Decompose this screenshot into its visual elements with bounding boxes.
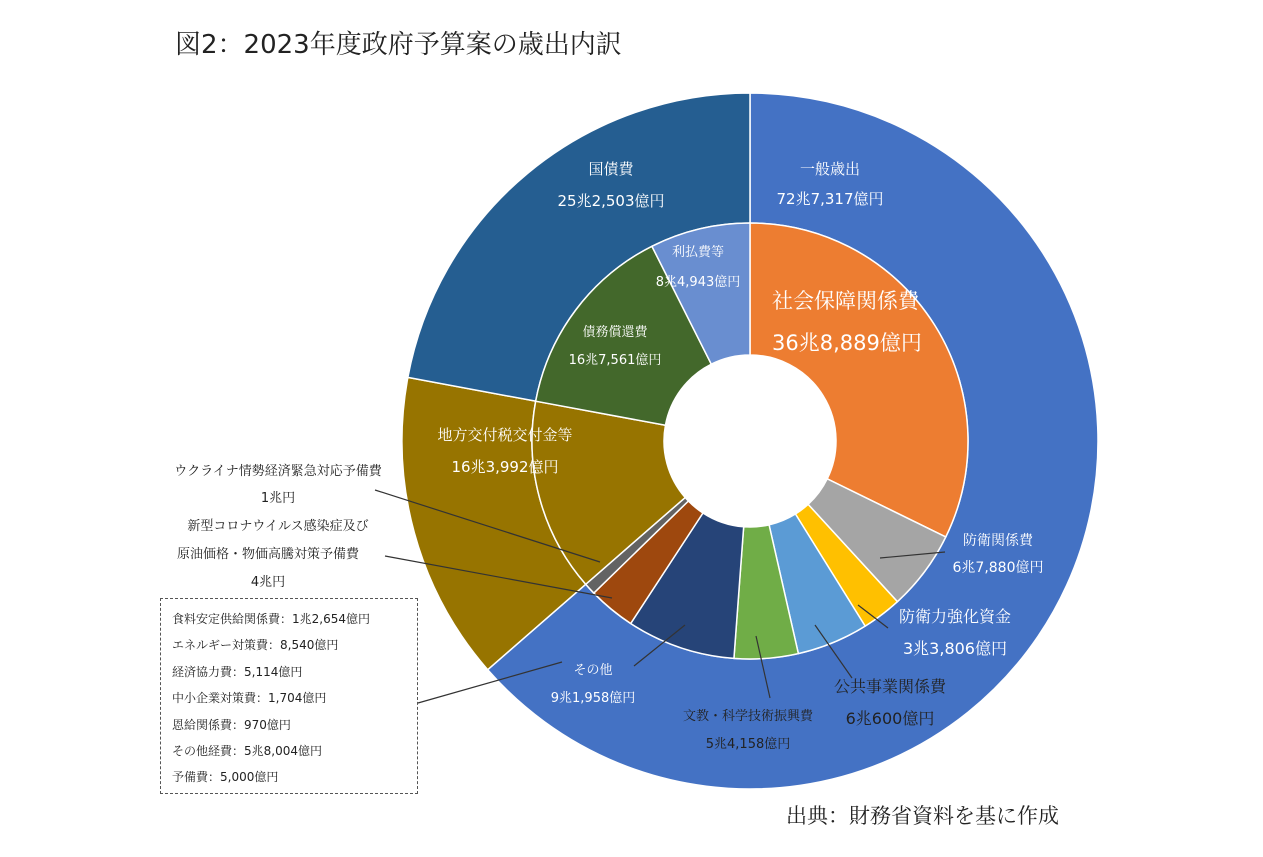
other-breakdown-box <box>160 598 418 794</box>
value-local-allocation: 16兆3,992億円 <box>451 458 559 476</box>
value-defense-fund: 3兆3,806億円 <box>903 639 1007 658</box>
label-interest: 利払費等 <box>671 245 725 260</box>
breakdown-item: 経済協力費：5,114億円 <box>172 664 303 679</box>
breakdown-item: 恩給関係費：970億円 <box>172 717 291 732</box>
breakdown-item: 予備費：5,000億円 <box>172 770 279 785</box>
breakdown-item: その他経費：5兆8,004億円 <box>172 744 322 759</box>
breakdown-item: エネルギー対策費：8,540億円 <box>172 638 339 653</box>
value-interest: 8兆4,943億円 <box>655 275 741 290</box>
value-public-works: 6兆600億円 <box>845 709 935 728</box>
value-debt-redemption: 16兆7,561億円 <box>568 353 662 368</box>
label-national-debt: 国債費 <box>588 160 634 178</box>
value-social-security: 36兆8,889億円 <box>772 331 922 355</box>
value-ukraine-reserve: 1兆円 <box>260 491 296 506</box>
value-education-science: 5兆4,158億円 <box>705 737 791 752</box>
label-covid-reserve-1: 新型コロナウイルス感染症及び <box>187 519 369 534</box>
label-general-expenditure: 一般歳出 <box>799 160 861 178</box>
label-debt-redemption: 債務償還費 <box>582 325 648 340</box>
label-ukraine-reserve: ウクライナ情勢経済緊急対応予備費 <box>174 464 382 479</box>
label-public-works: 公共事業関係費 <box>833 677 947 696</box>
label-defense: 防衛関係費 <box>963 533 1033 549</box>
label-other: その他 <box>573 663 613 678</box>
breakdown-item: 中小企業対策費：1,704億円 <box>172 691 327 706</box>
label-social-security: 社会保障関係費 <box>772 289 919 313</box>
label-defense-fund: 防衛力強化資金 <box>898 607 1012 626</box>
chart-title: 図2：2023年度政府予算案の歳出内訳 <box>175 30 622 60</box>
value-national-debt: 25兆2,503億円 <box>557 192 665 210</box>
value-defense: 6兆7,880億円 <box>952 560 1044 576</box>
breakdown-item: 食料安定供給関係費：1兆2,654億円 <box>172 612 370 626</box>
label-covid-reserve-2: 原油価格・物価高騰対策予備費 <box>176 547 360 562</box>
value-general-expenditure: 72兆7,317億円 <box>776 190 884 208</box>
value-covid-reserve: 4兆円 <box>250 575 286 590</box>
value-other: 9兆1,958億円 <box>550 691 636 706</box>
label-local-allocation: 地方交付税交付金等 <box>437 426 573 444</box>
source-note: 出典：財務省資料を基に作成 <box>786 804 1059 828</box>
label-education-science: 文教・科学技術振興費 <box>682 709 814 724</box>
